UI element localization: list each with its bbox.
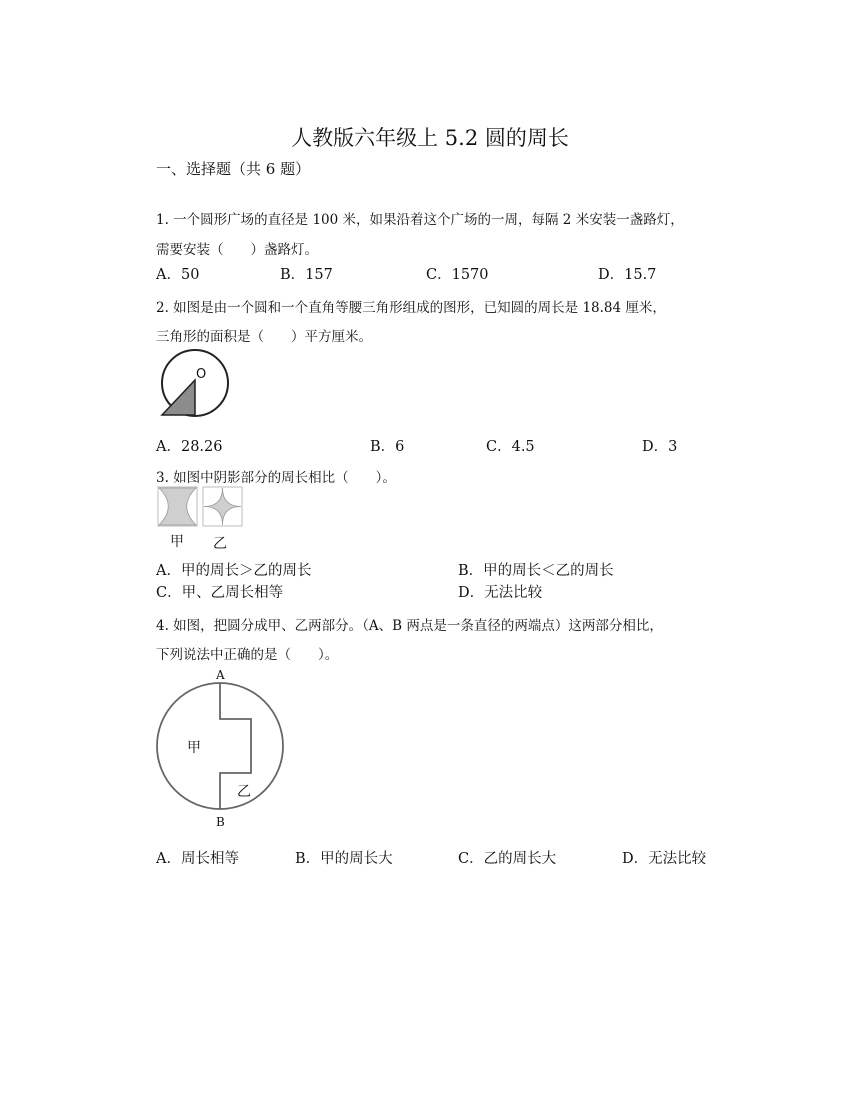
question-3-option-d[interactable]: D．无法比较	[458, 585, 543, 601]
question-4-option-b[interactable]: B．甲的周长大	[295, 851, 393, 867]
region-yi-label: 乙	[237, 784, 251, 800]
question-4-text-line2: 下列说法中正确的是（ ）。	[156, 647, 339, 663]
question-4-figure	[153, 666, 293, 831]
page-title: 人教版六年级上 5.2 圆的周长	[291, 126, 569, 150]
point-b-label: B	[216, 815, 225, 829]
question-2-text-line1: 2. 如图是由一个圆和一个直角等腰三角形组成的图形，已知圆的周长是 18.84 厘米，	[156, 300, 666, 316]
question-3-text: 3. 如图中阴影部分的周长相比（ ）。	[156, 470, 396, 486]
shaded-triangle	[162, 380, 195, 415]
question-2-figure	[158, 350, 238, 420]
question-1-option-a[interactable]: A．50	[156, 267, 200, 283]
question-2-option-c[interactable]: C．4.5	[486, 439, 535, 455]
question-3-option-a[interactable]: A．甲的周长＞乙的周长	[156, 563, 312, 579]
question-4-option-c[interactable]: C．乙的周长大	[458, 851, 557, 867]
question-3-figure	[157, 486, 247, 552]
question-3-option-b[interactable]: B．甲的周长＜乙的周长	[458, 563, 614, 579]
center-label: O	[196, 367, 207, 382]
figure-jia	[158, 487, 197, 526]
point-a-label: A	[216, 668, 225, 682]
label-jia: 甲	[170, 534, 184, 550]
question-1-option-c[interactable]: C．1570	[426, 267, 489, 283]
region-jia-label: 甲	[187, 740, 201, 756]
figure-yi	[203, 487, 242, 526]
question-2-text-line2: 三角形的面积是（ ）平方厘米。	[156, 329, 372, 345]
label-yi: 乙	[213, 536, 227, 552]
question-4-option-a[interactable]: A．周长相等	[156, 851, 239, 867]
question-1-text-line1: 1. 一个圆形广场的直径是 100 米，如果沿着这个广场的一周，每隔 2 米安装一盏路灯，	[156, 212, 684, 228]
question-1-option-d[interactable]: D．15.7	[598, 267, 657, 283]
section-heading: 一、选择题（共 6 题）	[156, 160, 311, 178]
question-2-option-d[interactable]: D．3	[642, 439, 678, 455]
question-2-option-a[interactable]: A．28.26	[156, 439, 223, 455]
question-4-text-line1: 4. 如图，把圆分成甲、乙两部分。（A、B 两点是一条直径的两端点）这两部分相比，	[156, 618, 663, 634]
question-2-option-b[interactable]: B．6	[370, 439, 405, 455]
question-3-option-c[interactable]: C．甲、乙周长相等	[156, 585, 284, 601]
question-1-text-line2: 需要安装（ ）盏路灯。	[156, 242, 318, 258]
question-4-option-d[interactable]: D．无法比较	[622, 851, 707, 867]
question-1-option-b[interactable]: B．157	[280, 267, 333, 283]
